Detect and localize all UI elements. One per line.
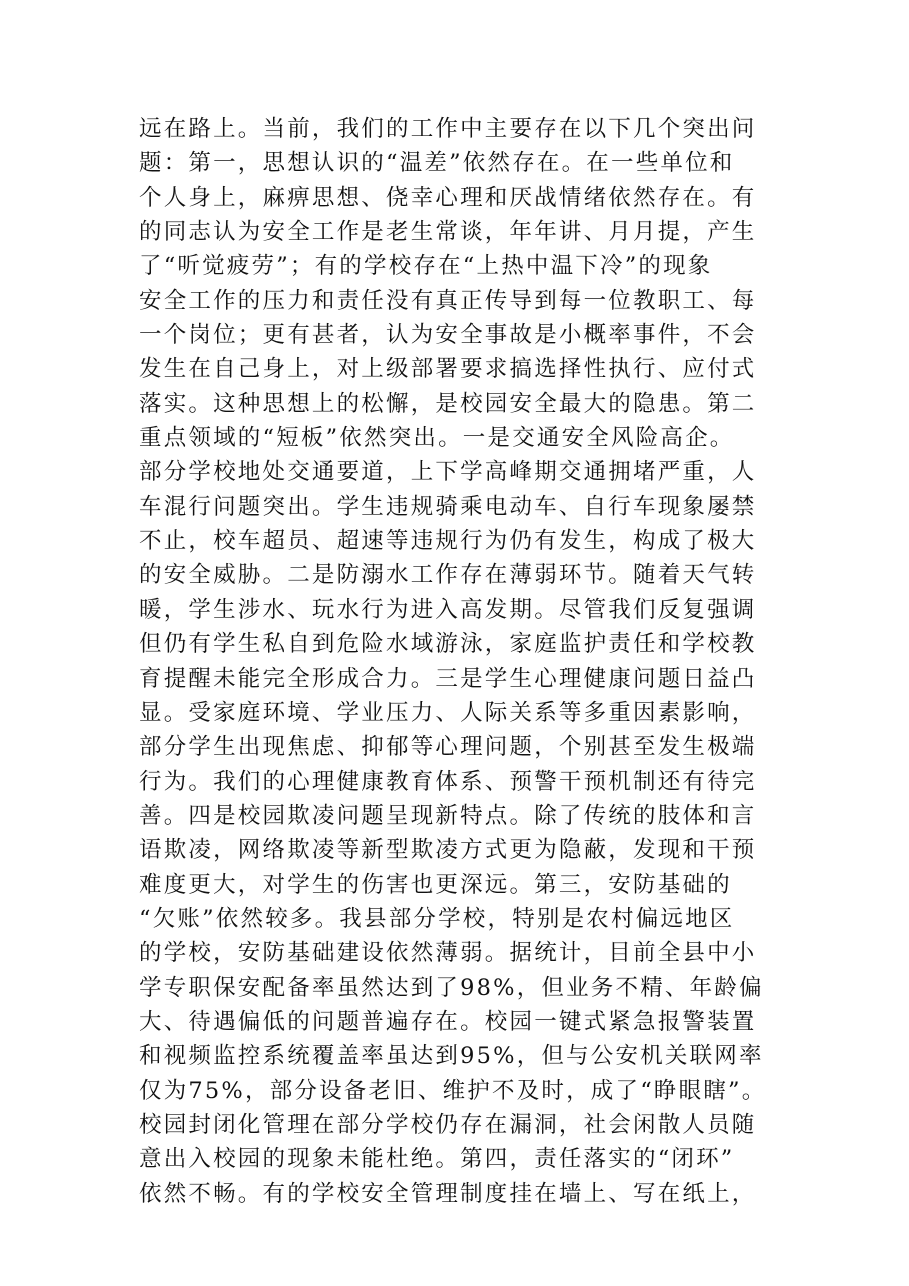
text-line: 仅为75%，部分设备老旧、维护不及时，成了“睁眼瞎”。 bbox=[139, 1077, 767, 1104]
text-line: 部分学校地处交通要道，上下学高峰期交通拥堵严重，人 bbox=[139, 459, 757, 486]
text-line: 行为。我们的心理健康教育体系、预警干预机制还有待完 bbox=[139, 768, 757, 795]
text-line: 但仍有学生私自到危险水域游泳，家庭监护责任和学校教 bbox=[139, 631, 757, 658]
text-line: 育提醒未能完全形成合力。三是学生心理健康问题日益凸 bbox=[139, 665, 757, 692]
text-line: 的安全威胁。二是防溺水工作存在薄弱环节。随着天气转 bbox=[139, 562, 757, 589]
text-line: 大、待遇偏低的问题普遍存在。校园一键式紧急报警装置 bbox=[139, 1008, 757, 1035]
text-line: 安全工作的压力和责任没有真正传导到每一位教职工、每 bbox=[139, 287, 757, 314]
text-line: 部分学生出现焦虑、抑郁等心理问题，个别甚至发生极端 bbox=[139, 734, 757, 761]
text-line: 的学校，安防基础建设依然薄弱。据统计，目前全县中小 bbox=[139, 940, 757, 967]
text-line: 校园封闭化管理在部分学校仍存在漏洞，社会闲散人员随 bbox=[139, 1111, 757, 1138]
text-line: 意出入校园的现象未能杜绝。第四，责任落实的“闭环” bbox=[139, 1146, 735, 1173]
text-line: 一个岗位；更有甚者，认为安全事故是小概率事件，不会 bbox=[139, 322, 757, 349]
text-line: 显。受家庭环境、学业压力、人际关系等多重因素影响， bbox=[139, 699, 757, 726]
text-line: 的同志认为安全工作是老生常谈，年年讲、月月提，产生 bbox=[139, 219, 757, 246]
text-line: 难度更大，对学生的伤害也更深远。第三，安防基础的 bbox=[139, 871, 732, 898]
text-line: 落实。这种思想上的松懈，是校园安全最大的隐患。第二 bbox=[139, 390, 757, 417]
text-line: 学专职保安配备率虽然达到了98%，但业务不精、年龄偏 bbox=[139, 974, 764, 1001]
text-line: 题：第一，思想认识的“温差”依然存在。在一些单位和 bbox=[139, 150, 735, 177]
text-line: 依然不畅。有的学校安全管理制度挂在墙上、写在纸上， bbox=[139, 1180, 757, 1207]
text-line: 和视频监控系统覆盖率虽达到95%，但与公安机关联网率 bbox=[139, 1043, 764, 1070]
text-line: 善。四是校园欺凌问题呈现新特点。除了传统的肢体和言 bbox=[139, 802, 757, 829]
body-text bbox=[139, 112, 799, 1211]
text-line: 语欺凌，网络欺凌等新型欺凌方式更为隐蔽，发现和干预 bbox=[139, 837, 757, 864]
text-line: 重点领域的“短板”依然突出。一是交通安全风险高企。 bbox=[139, 425, 735, 452]
text-line: 了“听觉疲劳”；有的学校存在“上热中温下冷”的现象 bbox=[139, 253, 713, 280]
text-line: 发生在自己身上，对上级部署要求搞选择性执行、应付式 bbox=[139, 356, 757, 383]
text-line: 暖，学生涉水、玩水行为进入高发期。尽管我们反复强调 bbox=[139, 596, 757, 623]
text-line: 不止，校车超员、超速等违规行为仍有发生，构成了极大 bbox=[139, 528, 757, 555]
text-line: “欠账”依然较多。我县部分学校，特别是农村偏远地区 bbox=[139, 905, 735, 932]
text-line: 车混行问题突出。学生违规骑乘电动车、自行车现象屡禁 bbox=[139, 493, 757, 520]
text-line: 远在路上。当前，我们的工作中主要存在以下几个突出问 bbox=[139, 116, 757, 142]
text-line: 个人身上，麻痹思想、侥幸心理和厌战情绪依然存在。有 bbox=[139, 184, 757, 211]
